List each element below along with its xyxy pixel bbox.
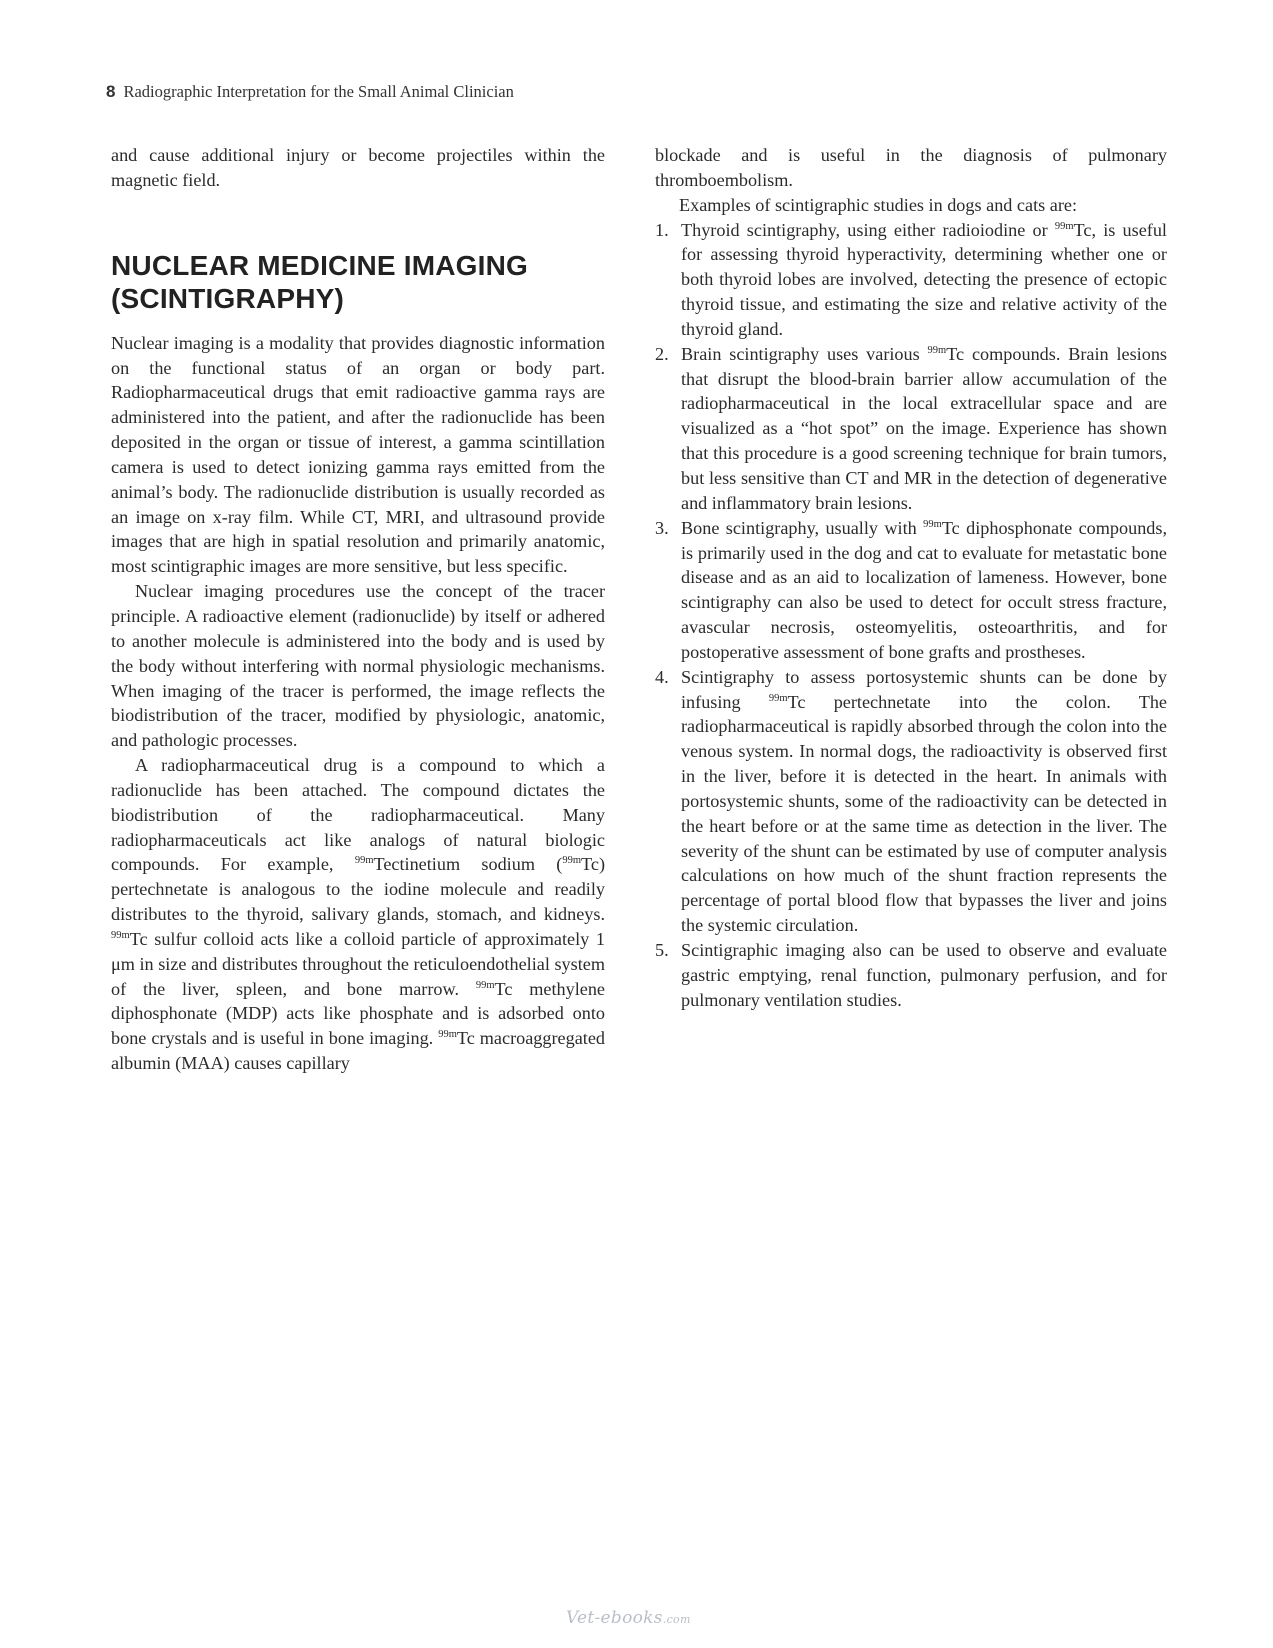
para3-text-3: Tc) pertechnetate is analogous to the iodine molecule and readily distributes to the thyroid, salivary glands, stomach, and kidneys. (111, 854, 605, 925)
list-item-text: Scintigraphic imaging also can be used to observe and evaluate gastric emptying, renal function, pulmonary perfusion, and for pulmonary ventilation studies. (681, 940, 1167, 1010)
list-item-text: Bone scintigraphy, usually with (681, 517, 917, 538)
list-item (655, 665, 1167, 938)
list-item (655, 342, 1167, 516)
right-column (655, 143, 1167, 1013)
isotope-superscript: 99m (927, 344, 947, 356)
list-item-text: Brain scintigraphy uses various (681, 343, 920, 364)
examples-intro: Examples of scintigraphic studies in dogs and cats are: (679, 194, 1078, 215)
section-heading-line2: (SCINTIGRAPHY) (111, 282, 345, 314)
isotope-superscript: 99m (438, 1029, 457, 1041)
body-paragraph-1: Nuclear imaging is a modality that provides diagnostic information on the functional status of an organ or body part. Radiopharmaceutical drugs that emit radioactive gamma rays are administered into the patient, and after the radionuclide has been deposited in the organ or tissue of interest, a gamma scintillation camera is used to detect ionizing gamma rays emitted from the animal’s body. The radionuclide distribution is usually recorded as an image on x-ray film. While CT, MRI, and ultrasound provide images that are high in spatial resolution and primarily anatomic, most scintigraphic images are more sensitive, but less specific. (111, 332, 605, 577)
running-head (106, 82, 514, 102)
para3-text-5: Tc methylene diphosphonate (MDP) acts like phosphate and is adsorbed onto bone crystals and is useful in bone imaging. (111, 978, 605, 1049)
watermark-logo (566, 1608, 691, 1628)
list-item-number: 1. (655, 219, 669, 240)
list-item-number: 4. (655, 666, 669, 687)
left-column (111, 143, 605, 1076)
list-item-number: 3. (655, 517, 669, 538)
examples-list (655, 218, 1167, 1013)
list-item-number: 5. (655, 940, 669, 960)
left-continuation-paragraph: and cause additional injury or become projectiles within the magnetic field. (111, 145, 605, 190)
body-paragraph-3 (111, 753, 605, 1076)
isotope-superscript: 99m (111, 929, 130, 941)
list-item-text: Scintigraphy to assess portosystemic shunts can be done by infusing (681, 666, 1167, 712)
list-item-number: 2. (655, 343, 669, 364)
para3-text-2: Tectinetium sodium ( (373, 854, 563, 875)
para3-text-4: Tc sulfur colloid acts like a colloid particle of approximately 1 μm in size and distributes throughout the reticuloendothelial system of the liver, spleen, and bone marrow. (111, 928, 605, 999)
book-title: Radiographic Interpretation for the Small Animal Clinician (123, 82, 514, 101)
isotope-superscript: 99m (768, 692, 788, 704)
list-item (655, 516, 1167, 665)
isotope-superscript: 99m (1054, 220, 1074, 232)
para3-text-6: Tc macroaggregated albumin (MAA) causes capillary (111, 1028, 605, 1074)
watermark-suffix: .com (662, 1613, 691, 1626)
section-heading (111, 249, 605, 315)
list-item (655, 218, 1167, 342)
watermark-text: Vet-ebooks (566, 1608, 663, 1628)
list-item-text: Thyroid scintigraphy, using either radioiodine or (681, 219, 1048, 240)
page-number: 8 (106, 82, 116, 101)
list-item-text: Tc compounds. Brain lesions that disrupt the blood-brain barrier allow accumulation of the radiopharmaceutical in the local extracellular space and are visualized as a “hot spot” on the image. Experience has shown that this procedure is a good screening technique for brain tumors, but less sensitive than CT and MR in the detection of degenerative and inflammatory brain lesions. (681, 343, 1167, 513)
list-item-text: Tc pertechnetate into the colon. The radiopharmaceutical is rapidly absorbed through the colon into the venous system. In normal dogs, the radioactivity is observed first in the liver, before it is detected in the heart. In animals with portosystemic shunts, some of the radioactivity can be detected in the heart before or at the same time as detection in the liver. The severity of the shunt can be estimated by use of computer analysis calculations on how much of the shunt fraction represents the percentage of portal blood flow that bypasses the liver and joins the systemic circulation. (681, 691, 1168, 936)
section-heading-line1: NUCLEAR MEDICINE IMAGING (111, 249, 529, 281)
right-continuation-paragraph: blockade and is useful in the diagnosis of pulmonary thromboembolism. (655, 145, 1167, 190)
list-item-text: Tc, is useful for assessing thyroid hyperactivity, determining whether one or both thyroid lobes are involved, detecting the presence of ectopic thyroid tissue, and estimating the size and relative activity of the thyroid gland. (681, 219, 1167, 339)
isotope-superscript: 99m (475, 979, 495, 991)
list-item (655, 938, 1167, 1013)
list-item-text: Tc diphosphonate compounds, is primarily used in the dog and cat to evaluate for metastatic bone disease and as an aid to localization of lameness. However, bone scintigraphy can also be used to detect for occult stress fracture, avascular necrosis, osteomyelitis, osteoarthritis, and for postoperative assessment of bone grafts and prostheses. (681, 517, 1168, 662)
para3-text-1: A radiopharmaceutical drug is a compound to which a radionuclide has been attached. The compound dictates the biodistribution of the radiopharmaceutical. Many radiopharmaceuticals act like analogs of natural biologic compounds. For example, (111, 755, 605, 875)
isotope-superscript: 99m (562, 855, 582, 867)
body-paragraph-2: Nuclear imaging procedures use the concept of the tracer principle. A radioactive element (radionuclide) by itself or adhered to another molecule is administered into the body and is used by the body without interfering with normal physiologic mechanisms. When imaging of the tracer is performed, the image reflects the biodistribution of the tracer, modified by physiologic, anatomic, and pathologic processes. (111, 581, 605, 751)
isotope-superscript: 99m (354, 855, 374, 867)
isotope-superscript: 99m (923, 518, 942, 530)
